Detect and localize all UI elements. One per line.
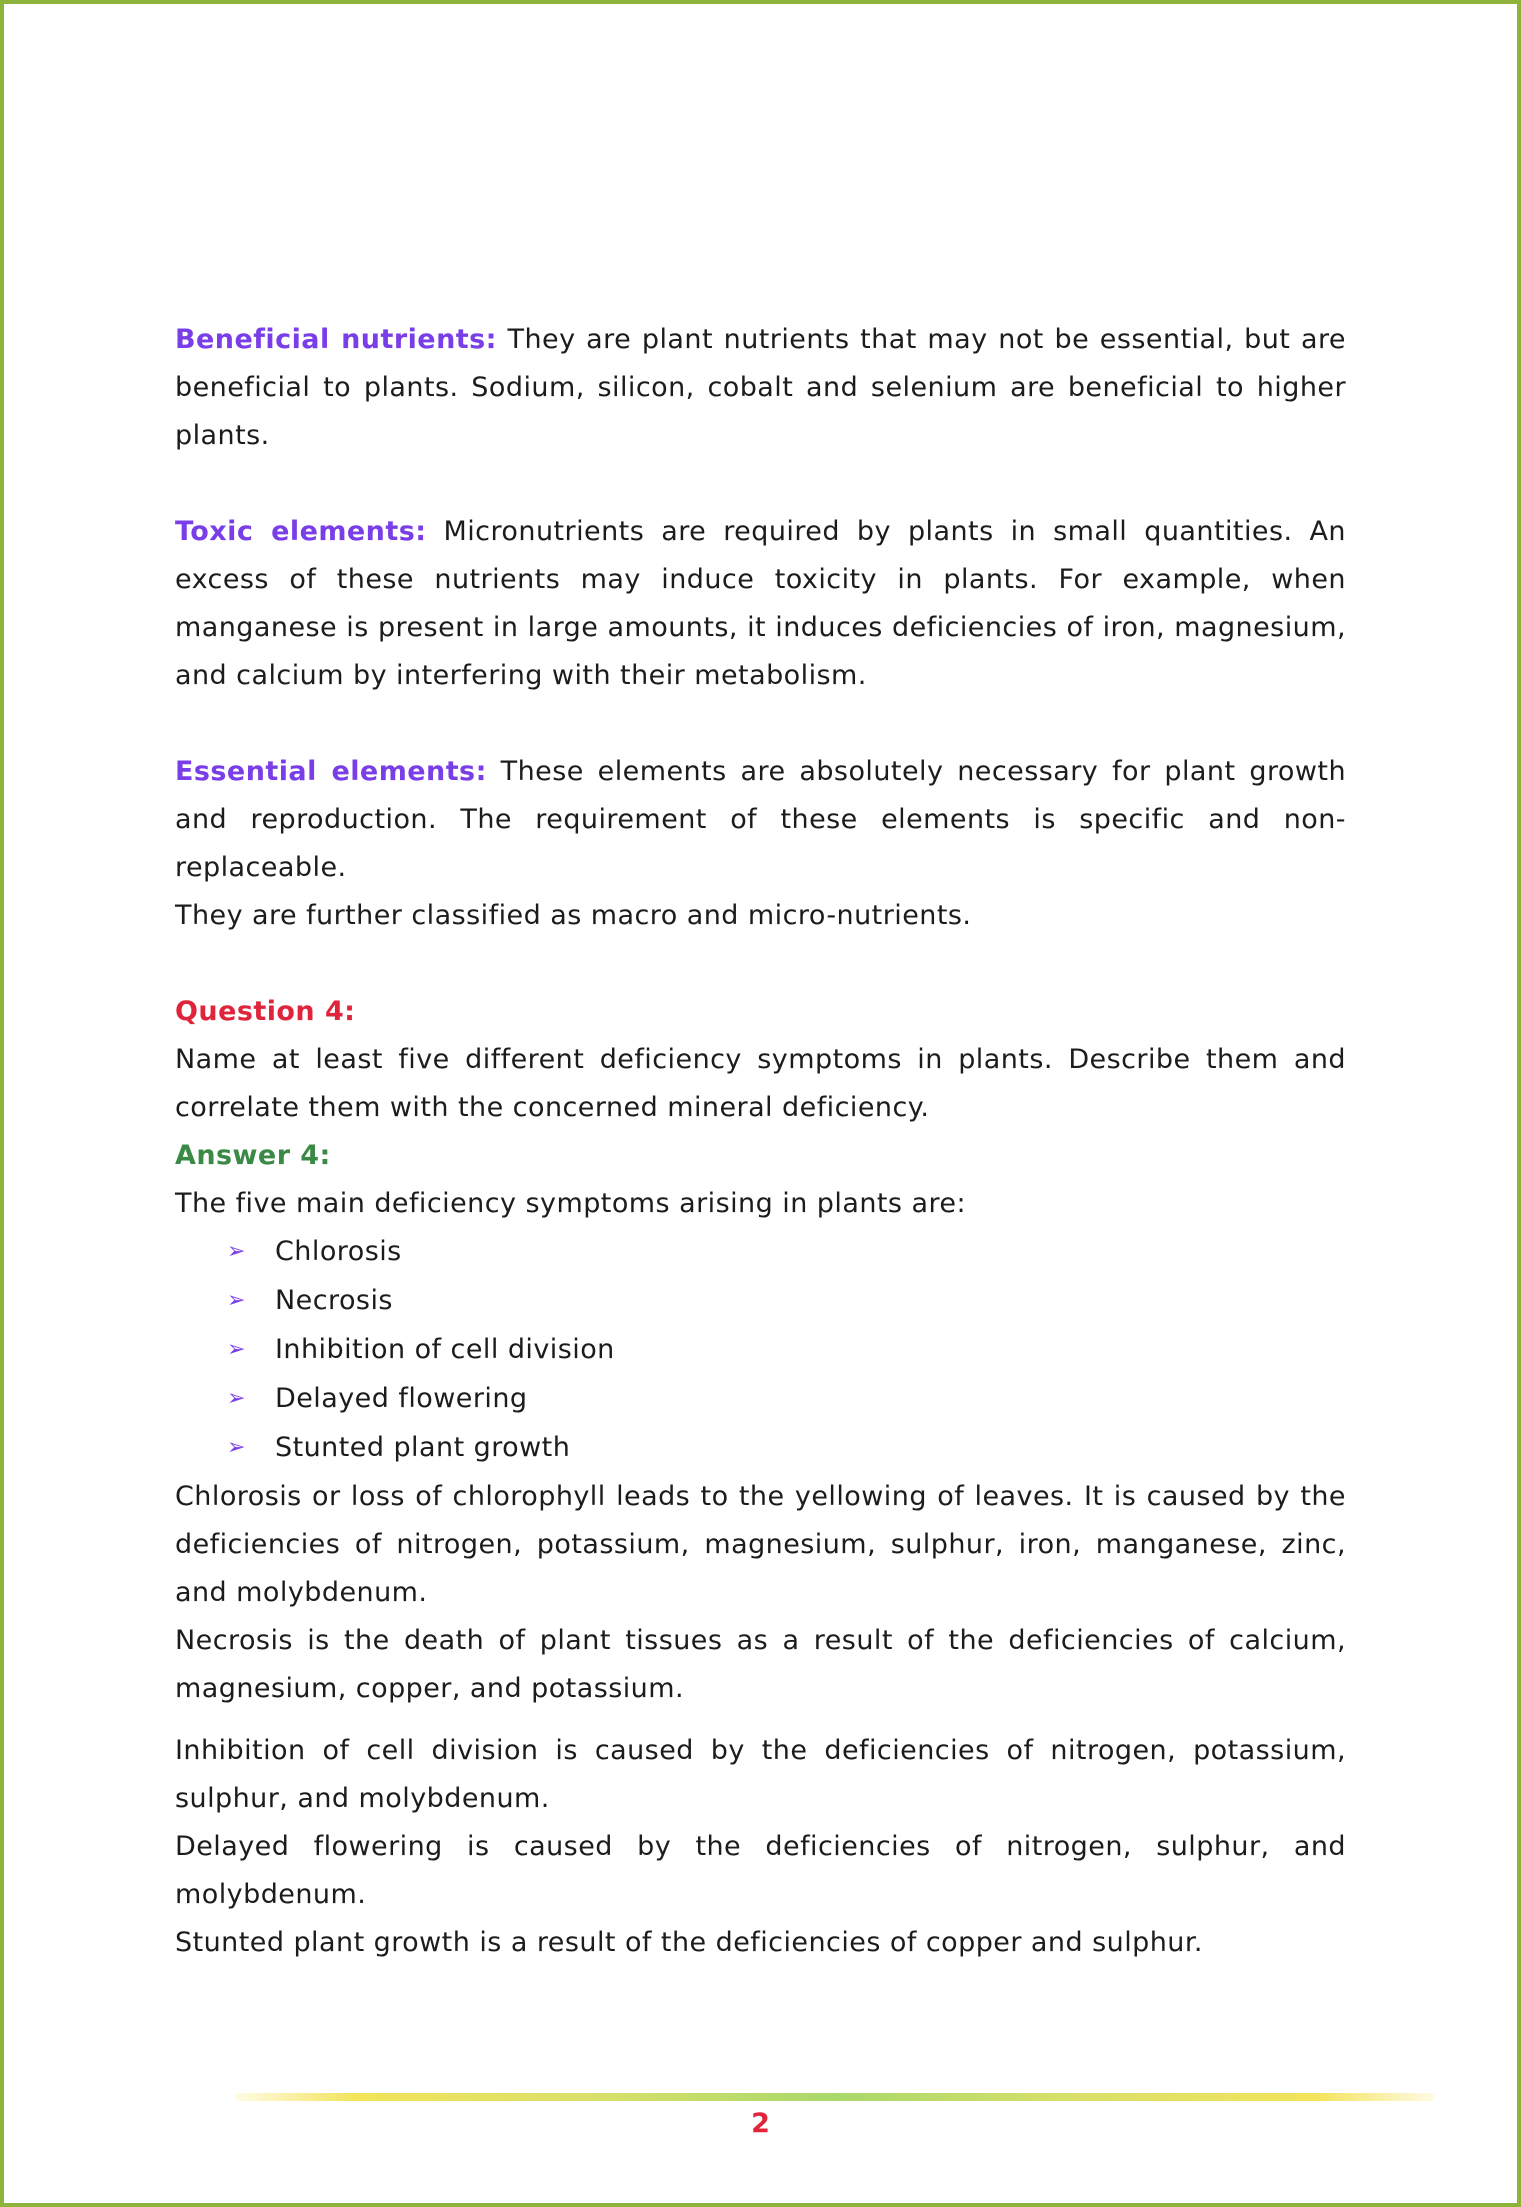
toxic-elements-paragraph [175, 508, 1346, 700]
list-item-label: Chlorosis [275, 1236, 402, 1267]
list-item-label: Inhibition of cell division [275, 1334, 615, 1365]
chlorosis-paragraph: Chlorosis or loss of chlorophyll leads to the yellowing of leaves. It is caused by the deficiencies of nitrogen, potassium, magnesium, sulphur, iron, manganese, zinc, and molybdenum. [175, 1481, 1346, 1608]
beneficial-nutrients-text: They are plant nutrients that may not be essential, but are beneficial to plants. Sodium, silicon, cobalt and selenium are beneficial to higher plants. [175, 324, 1346, 451]
list-item-label: Delayed flowering [275, 1383, 528, 1414]
list-item [175, 1424, 1346, 1473]
spacer [175, 460, 1346, 508]
arrow-bullet-icon: ➢ [227, 1239, 246, 1264]
essential-elements-text: These elements are absolutely necessary for plant growth and reproduction. The requirement of these elements is specific and non-replaceable. [175, 756, 1347, 883]
necrosis-paragraph: Necrosis is the death of plant tissues as a result of the deficiencies of calcium, magnesium, copper, and potassium. [175, 1625, 1346, 1704]
list-item-label: Necrosis [275, 1285, 393, 1316]
list-item [175, 1326, 1346, 1375]
essential-elements-classification: They are further classified as macro and micro-nutrients. [175, 900, 972, 931]
arrow-bullet-icon: ➢ [227, 1288, 246, 1313]
spacer [175, 940, 1346, 988]
arrow-bullet-icon: ➢ [227, 1337, 246, 1362]
beneficial-nutrients-term: Beneficial nutrients: [175, 324, 497, 355]
delayed-flowering-paragraph: Delayed flowering is caused by the deficiencies of nitrogen, sulphur, and molybdenum. [175, 1831, 1346, 1910]
question-heading: Question 4: [175, 996, 356, 1027]
essential-elements-term: Essential elements: [175, 756, 487, 787]
page-content [175, 316, 1346, 1967]
footer-divider [235, 2093, 1435, 2101]
stunted-growth-paragraph: Stunted plant growth is a result of the deficiencies of copper and sulphur. [175, 1927, 1203, 1958]
page-number: 2 [751, 2108, 770, 2139]
list-item [175, 1277, 1346, 1326]
question-text: Name at least five different deficiency symptoms in plants. Describe them and correlate them with the concerned mineral deficiency. [175, 1044, 1346, 1123]
essential-elements-paragraph [175, 748, 1346, 892]
answer-intro: The five main deficiency symptoms arising in plants are: [175, 1188, 967, 1219]
list-item-label: Stunted plant growth [275, 1432, 571, 1463]
toxic-elements-term: Toxic elements: [175, 516, 427, 547]
symptom-list [175, 1228, 1346, 1473]
beneficial-nutrients-paragraph [175, 316, 1346, 460]
list-item [175, 1375, 1346, 1424]
toxic-elements-text: Micronutrients are required by plants in small quantities. An excess of these nutrients may induce toxicity in plants. For example, when manganese is present in large amounts, it induces deficiencies of iron, magnesium, and calcium by interfering with their metabolism. [175, 516, 1346, 691]
arrow-bullet-icon: ➢ [227, 1386, 246, 1411]
inhibition-paragraph: Inhibition of cell division is caused by the deficiencies of nitrogen, potassium, sulphur, and molybdenum. [175, 1735, 1346, 1814]
arrow-bullet-icon: ➢ [227, 1435, 246, 1460]
list-item [175, 1228, 1346, 1277]
spacer [175, 700, 1346, 748]
answer-heading: Answer 4: [175, 1140, 331, 1171]
spacer [175, 1713, 1346, 1727]
